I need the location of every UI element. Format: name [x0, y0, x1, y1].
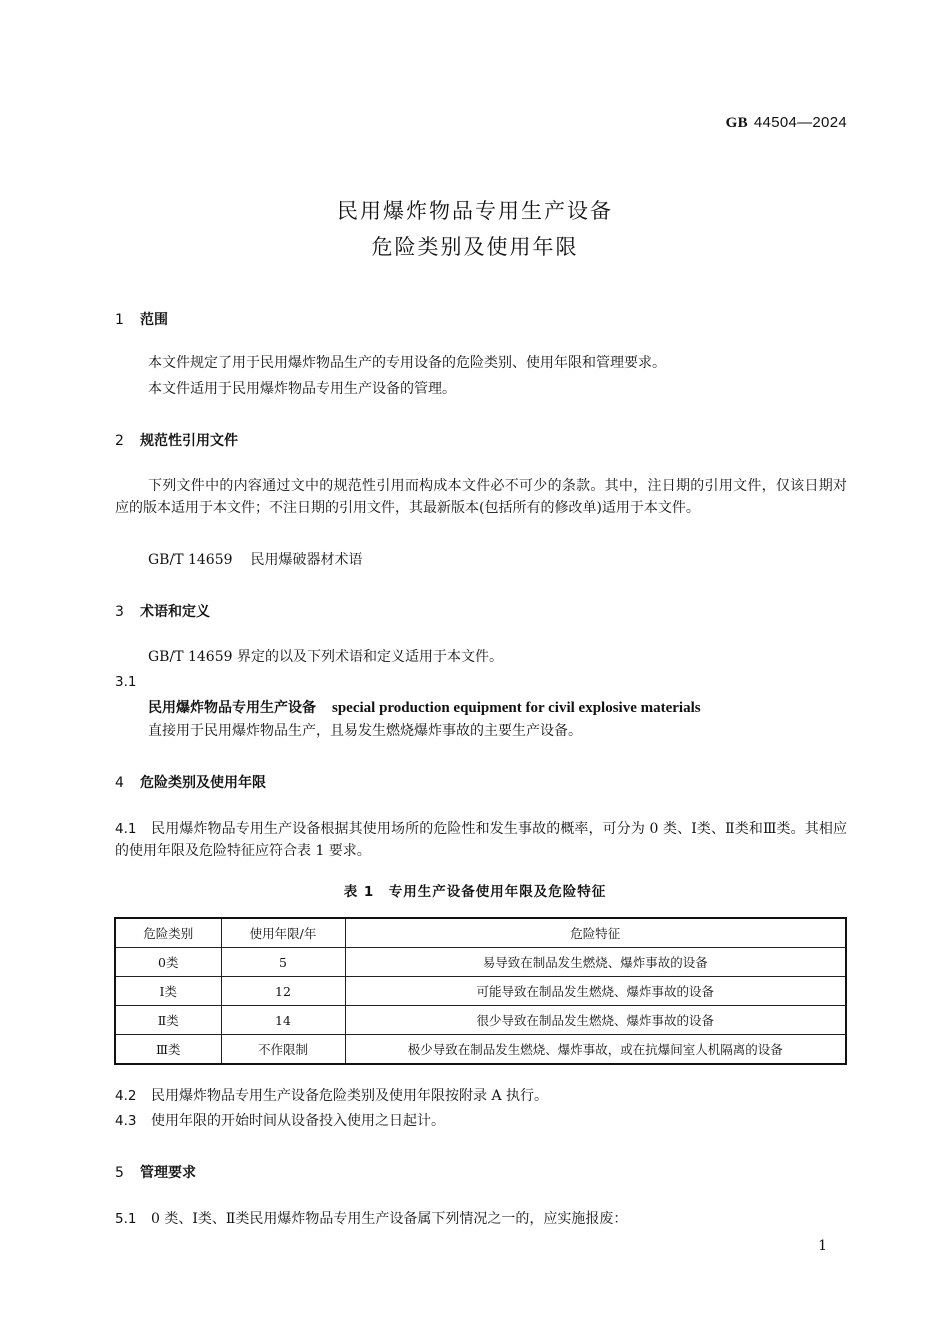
reference-entry [148, 549, 363, 571]
standard-code [726, 114, 847, 132]
table-row [115, 977, 846, 1006]
clause-number: 5.1 [115, 1211, 137, 1227]
terms-paragraph: GB/T 14659 界定的以及下列术语和定义适用于本文件。 [148, 649, 503, 665]
clause-number: 4.1 [115, 821, 137, 837]
reference-code: GB/T 14659 [148, 552, 233, 568]
clause-text: 使用年限的开始时间从设备投入使用之日起计。 [151, 1113, 445, 1129]
table-header-row [115, 918, 846, 948]
section-number: 4 [115, 775, 124, 791]
clause-4-3 [115, 1110, 445, 1132]
section-title: 危险类别及使用年限 [140, 775, 266, 791]
reference-title: 民用爆破器材术语 [250, 552, 363, 568]
clause-text: 民用爆炸物品专用生产设备根据其使用场所的危险性和发生事故的概率，可分为 0 类、Ⅰ类、Ⅱ类和Ⅲ类。其相应的使用年限及危险特征应符合表 1 要求。 [115, 821, 847, 859]
clause-number: 4.3 [115, 1113, 137, 1129]
table-cell: 很少导致在制品发生燃烧、爆炸事故的设备 [345, 1006, 846, 1035]
clause-text: 民用爆炸物品专用生产设备危险类别及使用年限按附录 A 执行。 [151, 1088, 549, 1104]
clause-number: 4.2 [115, 1088, 137, 1104]
section-heading-scope [115, 309, 168, 329]
term-number: 3.1 [115, 674, 137, 690]
section-number: 2 [115, 433, 124, 449]
table-cell: Ⅱ类 [115, 1006, 221, 1035]
table-cell: 极少导致在制品发生燃烧、爆炸事故，或在抗爆间室人机隔离的设备 [345, 1035, 846, 1065]
header-cell-service-life: 使用年限/年 [221, 918, 345, 948]
table-cell: Ⅰ类 [115, 977, 221, 1006]
section-heading-normative-references [115, 430, 238, 450]
section-title: 规范性引用文件 [140, 433, 238, 449]
section-heading-terms [115, 601, 210, 621]
document-title-line2: 危险类别及使用年限 [371, 235, 579, 259]
term-definition: 直接用于民用爆炸物品生产，且易发生燃烧爆炸事故的主要生产设备。 [148, 723, 582, 739]
clause-4-2 [115, 1085, 548, 1107]
standard-code-prefix: GB [725, 115, 748, 131]
section-number: 5 [115, 1165, 124, 1181]
scope-paragraph-2: 本文件适用于民用爆炸物品专用生产设备的管理。 [148, 381, 456, 397]
table-cell: 14 [221, 1006, 345, 1035]
table-cell: 12 [221, 977, 345, 1006]
table-cell: 5 [221, 948, 345, 977]
section-title: 范围 [140, 312, 168, 328]
section-title: 术语和定义 [140, 604, 210, 620]
table-row [115, 948, 846, 977]
term-chinese: 民用爆炸物品专用生产设备 [148, 700, 316, 716]
clause-text: 0 类、Ⅰ类、Ⅱ类民用爆炸物品专用生产设备属下列情况之一的，应实施报废： [151, 1211, 628, 1227]
standard-code-number: 44504—2024 [753, 114, 847, 131]
clause-4-1 [115, 818, 847, 862]
section-number: 3 [115, 604, 124, 620]
table-cell: Ⅲ类 [115, 1035, 221, 1065]
table-caption: 表 1 专用生产设备使用年限及危险特征 [343, 884, 607, 900]
table-row [115, 1006, 846, 1035]
clause-5-1 [115, 1208, 627, 1230]
section-number: 1 [115, 312, 124, 328]
term-entry [148, 697, 701, 717]
document-title-line1: 民用爆炸物品专用生产设备 [337, 199, 613, 223]
table-row [115, 1035, 846, 1065]
section-heading-management [115, 1162, 196, 1182]
table-cell: 可能导致在制品发生燃烧、爆炸事故的设备 [345, 977, 846, 1006]
header-cell-category: 危险类别 [115, 918, 221, 948]
page-number: 1 [818, 1238, 827, 1254]
header-cell-hazard-feature: 危险特征 [345, 918, 846, 948]
section-heading-hazard-categories [115, 772, 266, 792]
table-cell: 0类 [115, 948, 221, 977]
table-cell: 不作限制 [221, 1035, 345, 1065]
references-paragraph: 下列文件中的内容通过文中的规范性引用而构成本文件必不可少的条款。其中，注日期的引用文件，仅该日期对应的版本适用于本文件；不注日期的引用文件，其最新版本(包括所有的修改单)适用于本文件。 [115, 478, 847, 516]
section-title: 管理要求 [140, 1165, 196, 1181]
term-english: special production equipment for civil explosive materials [332, 700, 701, 716]
table-cell: 易导致在制品发生燃烧、爆炸事故的设备 [345, 948, 846, 977]
scope-paragraph-1: 本文件规定了用于民用爆炸物品生产的专用设备的危险类别、使用年限和管理要求。 [148, 355, 666, 371]
hazard-category-table [114, 917, 847, 1065]
